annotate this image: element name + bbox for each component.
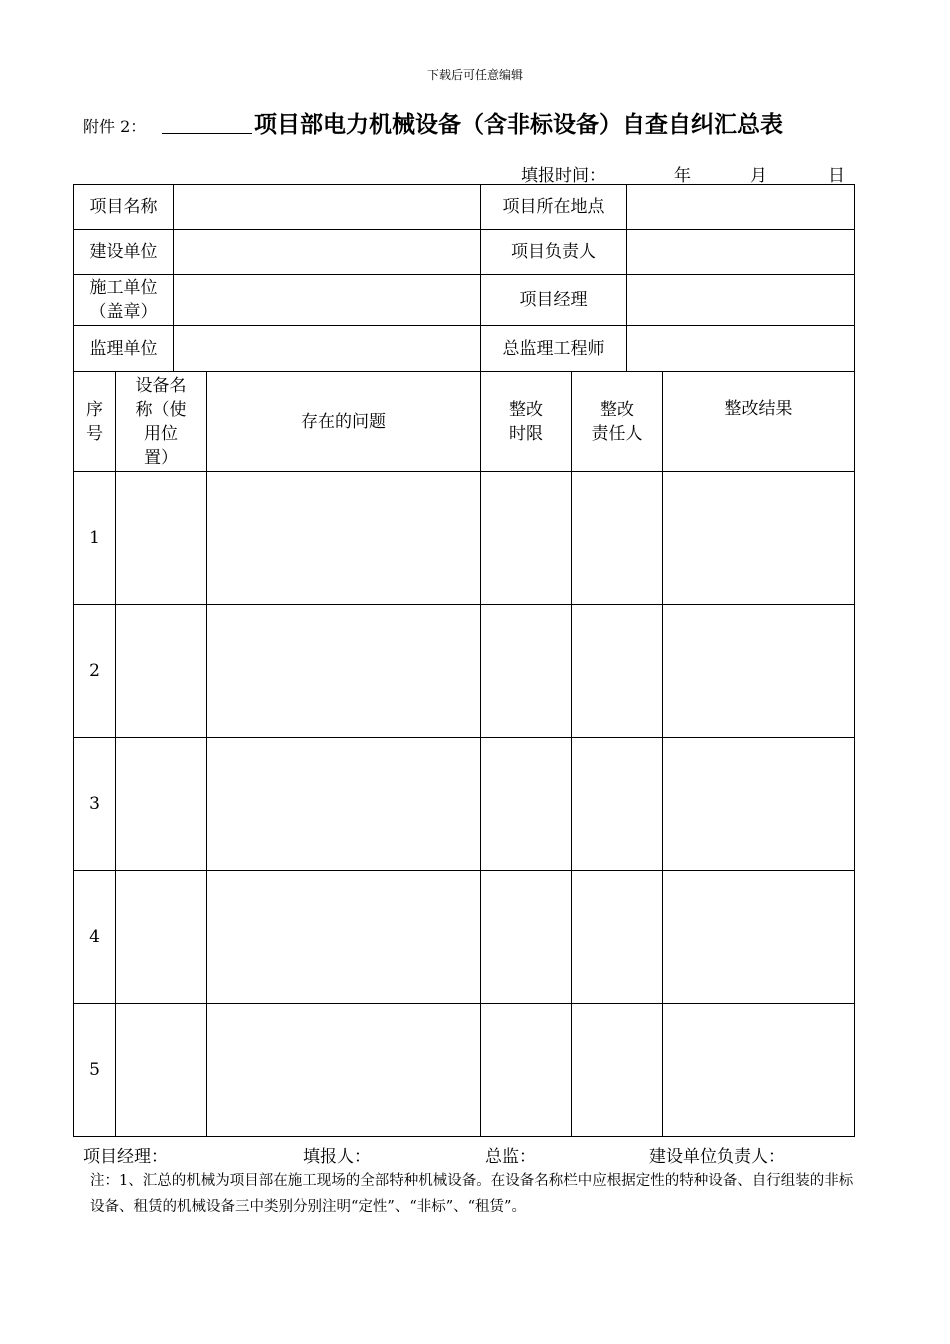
sig-chief: 总监： (485, 1147, 536, 1167)
header-note: 下载后可任意编辑 (426, 68, 523, 82)
builder-unit-line2: （盖章） (89, 302, 158, 322)
table-row (74, 472, 855, 605)
cell-result[interactable] (663, 1004, 855, 1137)
cell-deadline[interactable] (481, 1004, 572, 1137)
chief-supervisor-label: 总监理工程师 (481, 326, 627, 372)
cell-equipment[interactable] (116, 871, 207, 1004)
project-name-field[interactable] (174, 185, 481, 230)
project-manager-field[interactable] (627, 275, 855, 326)
table-row (74, 1004, 855, 1137)
row-seq: 1 (74, 472, 116, 605)
cell-result[interactable] (663, 738, 855, 871)
col-deadline (481, 372, 572, 472)
cell-problem[interactable] (207, 472, 481, 605)
construction-unit-label: 建设单位 (74, 230, 174, 275)
col-equip-l3: 用位 (144, 424, 178, 444)
summary-table (73, 184, 855, 1137)
cell-equipment[interactable] (116, 472, 207, 605)
col-seq-l1: 序 (86, 399, 103, 420)
supervision-unit-label: 监理单位 (74, 326, 174, 372)
cell-responsible[interactable] (572, 1004, 663, 1137)
table-row (74, 871, 855, 1004)
day-label: 日 (828, 166, 845, 186)
signature-row (83, 1142, 863, 1166)
col-equip-l1: 设备名 (135, 376, 187, 396)
construction-unit-field[interactable] (174, 230, 481, 275)
col-deadline-l2: 时限 (509, 423, 543, 444)
project-manager-label: 项目经理 (481, 275, 627, 326)
month-label: 月 (750, 166, 767, 186)
project-owner-label: 项目负责人 (481, 230, 627, 275)
builder-unit-line1: 施工单位 (89, 278, 158, 298)
col-seq-l2: 号 (86, 423, 103, 444)
chief-supervisor-field[interactable] (627, 326, 855, 372)
cell-equipment[interactable] (116, 738, 207, 871)
cell-deadline[interactable] (481, 871, 572, 1004)
col-equip-l4: 置） (144, 448, 178, 468)
footnote: 注：1、汇总的机械为项目部在施工现场的全部特种机械设备。在设备名称栏中应根据定性的特种设备、自行组装的非标设备、租赁的机械设备三中类别分别注明“定性”、“非标”、“租赁”。 (90, 1173, 854, 1215)
builder-unit-field[interactable] (174, 275, 481, 326)
cell-equipment[interactable] (116, 605, 207, 738)
sig-manager: 项目经理： (83, 1147, 168, 1167)
project-name-blank[interactable] (162, 133, 252, 134)
table-row (74, 605, 855, 738)
col-seq (74, 372, 116, 472)
cell-deadline[interactable] (481, 738, 572, 871)
col-deadline-l1: 整改 (509, 399, 543, 420)
cell-result[interactable] (663, 871, 855, 1004)
cell-equipment[interactable] (116, 1004, 207, 1137)
cell-result[interactable] (663, 605, 855, 738)
col-equipment (116, 372, 207, 472)
cell-deadline[interactable] (481, 605, 572, 738)
cell-problem[interactable] (207, 1004, 481, 1137)
table-row (74, 738, 855, 871)
supervision-unit-field[interactable] (174, 326, 481, 372)
page-title: 项目部电力机械设备（含非标设备）自查自纠汇总表 (254, 111, 783, 138)
year-label: 年 (674, 166, 691, 186)
project-owner-field[interactable] (627, 230, 855, 275)
col-resp-l1: 整改 (600, 399, 634, 420)
cell-problem[interactable] (207, 605, 481, 738)
attachment-label: 附件 2： (83, 117, 147, 136)
project-location-label: 项目所在地点 (481, 185, 627, 230)
cell-problem[interactable] (207, 871, 481, 1004)
builder-unit-label (74, 275, 174, 326)
row-seq: 4 (74, 871, 116, 1004)
cell-responsible[interactable] (572, 871, 663, 1004)
project-name-label: 项目名称 (74, 185, 174, 230)
sig-filler: 填报人： (303, 1147, 371, 1167)
project-location-field[interactable] (627, 185, 855, 230)
col-result: 整改结果 (663, 372, 855, 472)
col-equip-l2: 称（使 (135, 400, 187, 420)
col-resp-l2: 责任人 (591, 423, 643, 444)
cell-responsible[interactable] (572, 738, 663, 871)
sig-owner: 建设单位负责人： (649, 1147, 785, 1167)
col-responsible (572, 372, 663, 472)
row-seq: 2 (74, 605, 116, 738)
cell-deadline[interactable] (481, 472, 572, 605)
cell-responsible[interactable] (572, 472, 663, 605)
col-problem: 存在的问题 (207, 372, 481, 472)
row-seq: 3 (74, 738, 116, 871)
cell-responsible[interactable] (572, 605, 663, 738)
row-seq: 5 (74, 1004, 116, 1137)
cell-result[interactable] (663, 472, 855, 605)
cell-problem[interactable] (207, 738, 481, 871)
date-label: 填报时间： (521, 166, 606, 186)
